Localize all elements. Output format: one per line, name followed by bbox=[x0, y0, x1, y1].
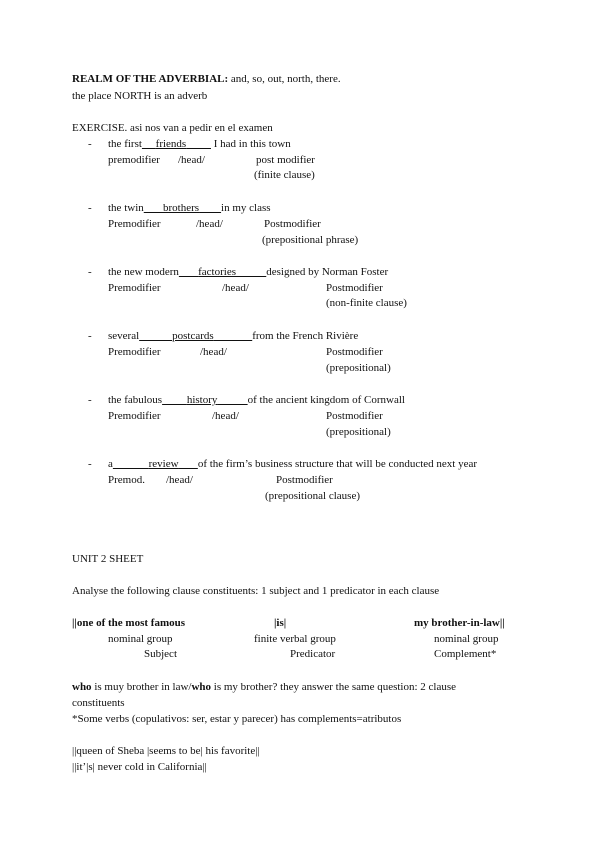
dash: - bbox=[88, 202, 92, 214]
head-word: brothers bbox=[163, 202, 200, 214]
question-text-2: is my brother? they answer the same question: 2 clause bbox=[211, 681, 457, 693]
clause-type-note: (prepositional) bbox=[326, 426, 391, 438]
clause-type-note: (non-finite clause) bbox=[326, 297, 407, 309]
post-text: designed by Norman Foster bbox=[266, 266, 389, 278]
group-subject: nominal group bbox=[108, 633, 173, 645]
label-postmod: Postmodifier bbox=[264, 218, 321, 230]
clause-type-note: (prepositional phrase) bbox=[262, 234, 359, 246]
who-1: who bbox=[72, 681, 92, 693]
group-predicator: finite verbal group bbox=[254, 633, 336, 645]
example-2: ||it’|s| never cold in California|| bbox=[72, 761, 207, 773]
question-line bbox=[72, 681, 456, 694]
label-premod: Premod. bbox=[108, 474, 145, 486]
head-word: review bbox=[148, 458, 179, 470]
label-head: /head/ bbox=[196, 218, 223, 230]
head-word: friends bbox=[155, 138, 187, 150]
label-postmod: Postmodifier bbox=[326, 282, 383, 294]
pre-text: the new modern bbox=[108, 266, 179, 278]
phrase-line bbox=[108, 330, 358, 343]
pre-text: several bbox=[108, 330, 140, 342]
label-head: /head/ bbox=[200, 346, 227, 358]
post-text: in my class bbox=[221, 202, 271, 214]
exercise-title: EXERCISE. asi nos van a pedir en el examen bbox=[72, 122, 273, 134]
pre-text: the twin bbox=[108, 202, 144, 214]
realm-note: the place NORTH is an adverb bbox=[72, 90, 208, 102]
pre-text: the first bbox=[108, 138, 142, 150]
head-word: postcards bbox=[172, 330, 214, 342]
label-postmod: Postmodifier bbox=[326, 346, 383, 358]
label-postmod: post modifier bbox=[256, 154, 315, 166]
post-text: of the firm’s business structure that will be conducted next year bbox=[197, 458, 478, 470]
group-complement: nominal group bbox=[434, 633, 499, 645]
label-premod: Premodifier bbox=[108, 282, 161, 294]
pre-text: the fabulous bbox=[108, 394, 163, 406]
constituent-complement: my brother-in-law|| bbox=[414, 617, 505, 629]
role-complement: Complement* bbox=[434, 648, 497, 660]
footnote: *Some verbs (copulativos: ser, estar y parecer) has complements=atributos bbox=[72, 713, 402, 725]
question-line-2: constituents bbox=[72, 697, 125, 709]
role-predicator: Predicator bbox=[290, 648, 336, 660]
unit2-title: UNIT 2 SHEET bbox=[72, 553, 144, 565]
head-word: factories bbox=[198, 266, 236, 278]
constituent-subject: ||one of the most famous bbox=[72, 617, 186, 629]
label-head: /head/ bbox=[166, 474, 193, 486]
label-postmod: Postmodifier bbox=[276, 474, 333, 486]
unit2-instruction: Analyse the following clause constituents: 1 subject and 1 predicator in each clause bbox=[72, 585, 440, 597]
phrase-line bbox=[108, 458, 477, 471]
label-premod: Premodifier bbox=[108, 410, 161, 422]
post-text: I had in this town bbox=[213, 138, 291, 150]
realm-heading: REALM OF THE ADVERBIAL: bbox=[72, 73, 229, 85]
phrase-line bbox=[108, 202, 271, 215]
dash: - bbox=[88, 138, 92, 150]
dash: - bbox=[88, 266, 92, 278]
example-1: ||queen of Sheba |seems to be| his favorite|| bbox=[72, 745, 260, 757]
label-head: /head/ bbox=[222, 282, 249, 294]
who-2: who bbox=[191, 681, 212, 693]
dash: - bbox=[88, 330, 92, 342]
post-text: of the ancient kingdom of Cornwall bbox=[247, 394, 405, 406]
phrase-line bbox=[108, 266, 388, 279]
label-head: /head/ bbox=[178, 154, 205, 166]
pre-text: a bbox=[108, 458, 113, 470]
role-subject: Subject bbox=[144, 648, 177, 660]
phrase-line bbox=[108, 138, 291, 151]
question-text-1: is muy brother in law/ bbox=[91, 681, 192, 693]
label-head: /head/ bbox=[212, 410, 239, 422]
post-text: from the French Rivière bbox=[252, 330, 359, 342]
clause-type-note: (prepositional clause) bbox=[265, 490, 360, 502]
clause-type-note: (prepositional) bbox=[326, 362, 391, 374]
dash: - bbox=[88, 394, 92, 406]
label-postmod: Postmodifier bbox=[326, 410, 383, 422]
realm-examples: and, so, out, north, there. bbox=[228, 73, 341, 85]
phrase-line bbox=[108, 394, 405, 407]
realm-line bbox=[72, 73, 341, 86]
head-word: history bbox=[186, 394, 218, 406]
label-premod: premodifier bbox=[108, 154, 160, 166]
clause-type-note: (finite clause) bbox=[254, 169, 315, 181]
dash: - bbox=[88, 458, 92, 470]
label-premod: Premodifier bbox=[108, 218, 161, 230]
label-premod: Premodifier bbox=[108, 346, 161, 358]
constituent-predicator: |is| bbox=[274, 617, 287, 629]
